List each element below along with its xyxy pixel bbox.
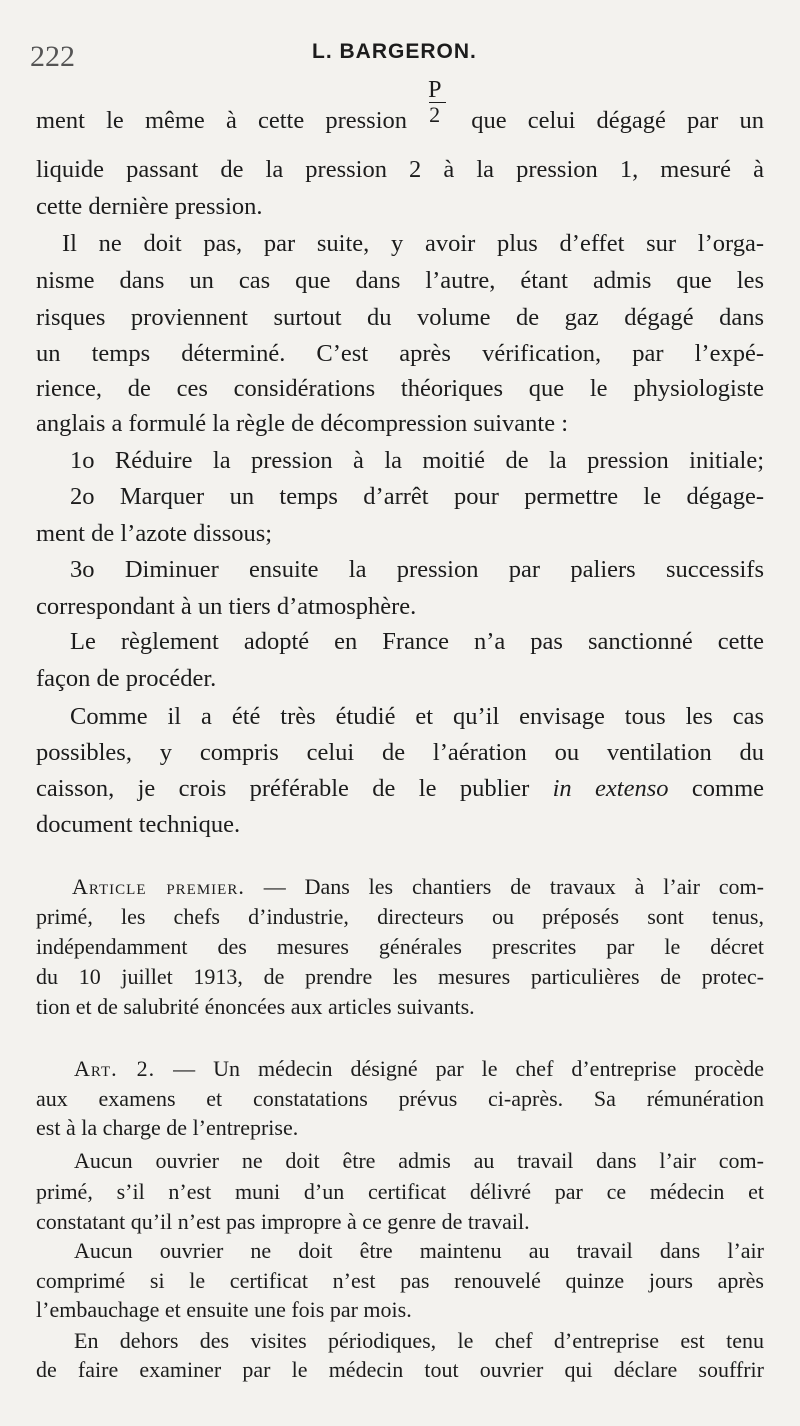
text-line: est à la charge de l’entreprise. <box>36 1115 299 1140</box>
text-line: document technique. <box>36 811 241 838</box>
text-span: que celui dégagé par un <box>471 107 764 134</box>
text-line: tion et de salubrité énoncées aux articles suivants. <box>36 994 475 1019</box>
page-number: 222 <box>30 40 75 73</box>
text-line: Aucun ouvrier ne doit être maintenu au travail dans l’air <box>74 1238 764 1263</box>
text-line: du 10 juillet 1913, de prendre les mesures particulières de protec- <box>36 964 764 989</box>
text-line: anglais a formulé la règle de décompression suivante : <box>36 410 569 437</box>
text-line: nisme dans un cas que dans l’autre, étant admis que les <box>36 267 764 294</box>
text-line: l’embauchage et ensuite une fois par mois. <box>36 1297 412 1322</box>
text-line <box>36 777 764 802</box>
running-head: L. BARGERON. <box>312 40 477 63</box>
text-line: rience, de ces considérations théoriques que le physiologiste <box>36 375 764 402</box>
text-line: façon de procéder. <box>36 665 217 692</box>
fraction-numerator: P <box>428 77 442 103</box>
text-line: primé, s’il n’est muni d’un certificat délivré par ce médecin et <box>36 1179 764 1204</box>
text-span: — Dans les chantiers de travaux à l’air com- <box>263 874 764 899</box>
text-line: indépendamment des mesures générales prescrites par le décret <box>36 934 764 959</box>
text-line: liquide passant de la pression 2 à la pression 1, mesuré à <box>36 156 764 183</box>
text-line: Comme il a été très étudié et qu’il envisage tous les cas <box>70 703 764 730</box>
fraction-p-over-2 <box>428 77 450 128</box>
fraction-denominator: 2 <box>429 102 441 127</box>
text-line: 2o Marquer un temps d’arrêt pour permettre le dégage- <box>70 483 764 510</box>
text-line <box>36 77 764 134</box>
page-header <box>30 30 770 73</box>
text-line: possibles, y compris celui de l’aération ou ventilation du <box>36 739 764 766</box>
text-span: caisson, je crois préférable de le publier <box>36 775 530 802</box>
text-line <box>74 1058 764 1080</box>
article-label: Article premier. <box>72 874 245 899</box>
article-label: Art. 2. <box>74 1056 156 1081</box>
text-line: de faire examiner par le médecin tout ouvrier qui déclare souffrir <box>36 1357 764 1382</box>
text-line: constatant qu’il n’est pas impropre à ce genre de travail. <box>36 1209 530 1234</box>
text-line: un temps déterminé. C’est après vérification, par l’expé- <box>36 340 764 367</box>
text-span: comme <box>691 775 765 802</box>
text-line: Le règlement adopté en France n’a pas sanctionné cette <box>70 628 764 655</box>
text-line: primé, les chefs d’industrie, directeurs ou préposés sont tenus, <box>36 904 764 929</box>
text-line: En dehors des visites périodiques, le chef d’entreprise est tenu <box>74 1328 764 1353</box>
text-span: — Un médecin désigné par le chef d’entreprise procède <box>173 1056 765 1081</box>
text-line: aux examens et constatations prévus ci-après. Sa rémunération <box>36 1086 764 1111</box>
text-line: ment de l’azote dissous; <box>36 520 273 547</box>
italic-phrase: in extenso <box>552 775 669 802</box>
text-line: 3o Diminuer ensuite la pression par paliers successifs <box>70 556 764 583</box>
text-line: cette dernière pression. <box>36 193 263 220</box>
text-line: Il ne doit pas, par suite, y avoir plus d’effet sur l’orga- <box>62 230 764 257</box>
text-line: correspondant à un tiers d’atmosphère. <box>36 593 417 620</box>
text-span: ment le même à cette pression <box>36 107 407 134</box>
text-line: Aucun ouvrier ne doit être admis au travail dans l’air com- <box>74 1148 764 1173</box>
text-line <box>72 876 764 898</box>
text-line: 1o Réduire la pression à la moitié de la pression initiale; <box>70 447 764 474</box>
text-line: comprimé si le certificat n’est pas renouvelé quinze jours après <box>36 1268 764 1293</box>
text-line: risques proviennent surtout du volume de gaz dégagé dans <box>36 304 764 331</box>
